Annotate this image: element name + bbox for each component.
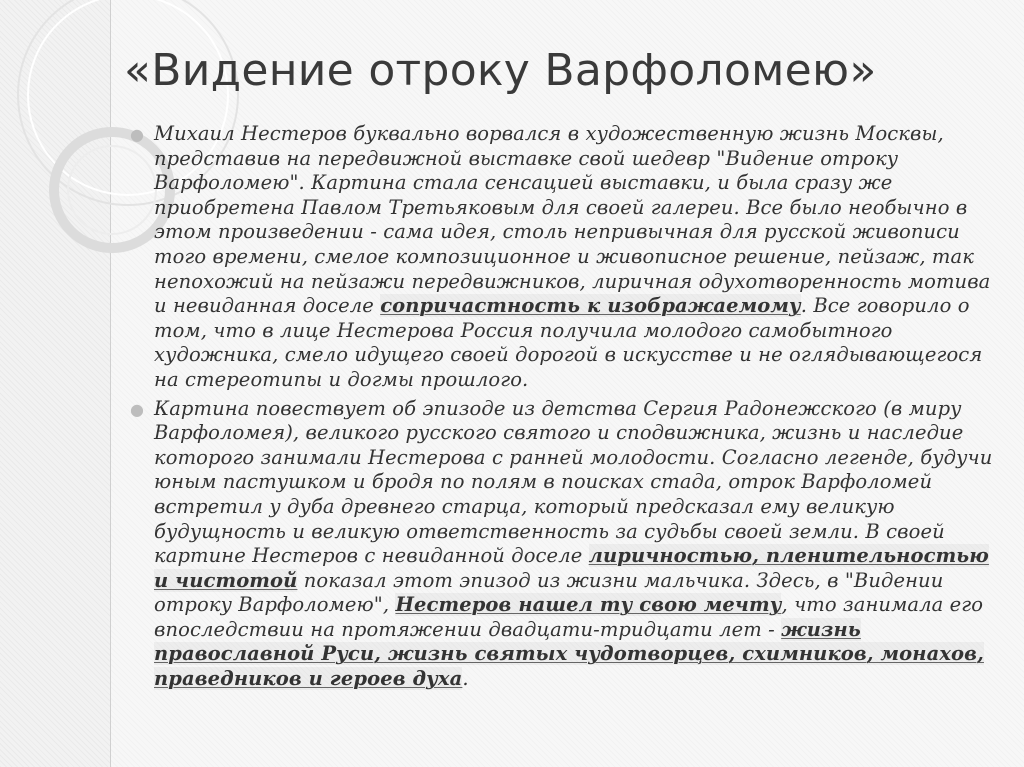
bullet-2-text-4: . <box>462 667 469 691</box>
bullet-dot-icon: ● <box>130 125 145 144</box>
bullet-paragraph-2 <box>130 397 1002 692</box>
bullet-paragraph-1 <box>130 122 1002 393</box>
bullet-2-text-3: , что занимала его впоследствии на протяжении двадцати-тридцати лет - <box>154 593 984 641</box>
bullet-dot-icon: ● <box>130 399 145 419</box>
bullet-1-text-2: . Все говорило о том, что в лице Нестерова Россия получила молодого самобытного художника, смело идущего своей дорогой в искусстве и не оглядывающегося на стереотипы и догмы прошлого. <box>154 294 983 391</box>
bullet-2-emphasis-2: Нестеров нашел ту свою мечту <box>395 593 782 617</box>
slide-content <box>130 122 1002 696</box>
bullet-1-emphasis-1: сопричастность к изображаемому <box>380 294 801 318</box>
bullet-2-text-2: показал этот эпизод из жизни мальчика. Здесь, в "Видении отроку Варфоломею", <box>154 568 944 617</box>
bullet-2-emphasis-3: жизнь православной Руси, жизнь святых чудотворцев, схимников, монахов, праведников и героев духа <box>154 617 984 691</box>
bullet-1-text-1: Михаил Нестеров буквально ворвался в художественную жизнь Москвы, представив на передвижной выставке свой шедевр "Видение отроку Варфоломею". Картина стала сенсацией выставки, и была сразу же приобретена Павлом Третьяковым для своей галереи. Все было необычно в этом произведении - сама идея, столь непривычная для русской живописи того времени, смелое композиционное и живописное решение, пейзаж, так непохожий на пейзажи передвижников, лиричная одухотворенность мотива и невиданная доселе <box>154 122 991 318</box>
slide-title: «Видение отроку Варфоломею» <box>124 45 877 96</box>
bullet-2-emphasis-1: лиричностью, пленительностью и чистотой <box>154 544 989 592</box>
bullet-2-text-1: Картина повествует об эпизоде из детства Сергия Радонежского (в миру Варфоломея), великого русского святого и сподвижника, жизнь и наследие которого занимали Нестерова с ранней молодости. Согласно легенде, будучи юным пастушком и бродя по полям в поисках стада, отрок Варфоломей встретил у дуба древнего старца, который предсказал ему великую будущность и великую ответственность за судьбы своей земли. В своей картине Нестеров с невиданной доселе <box>154 396 993 568</box>
